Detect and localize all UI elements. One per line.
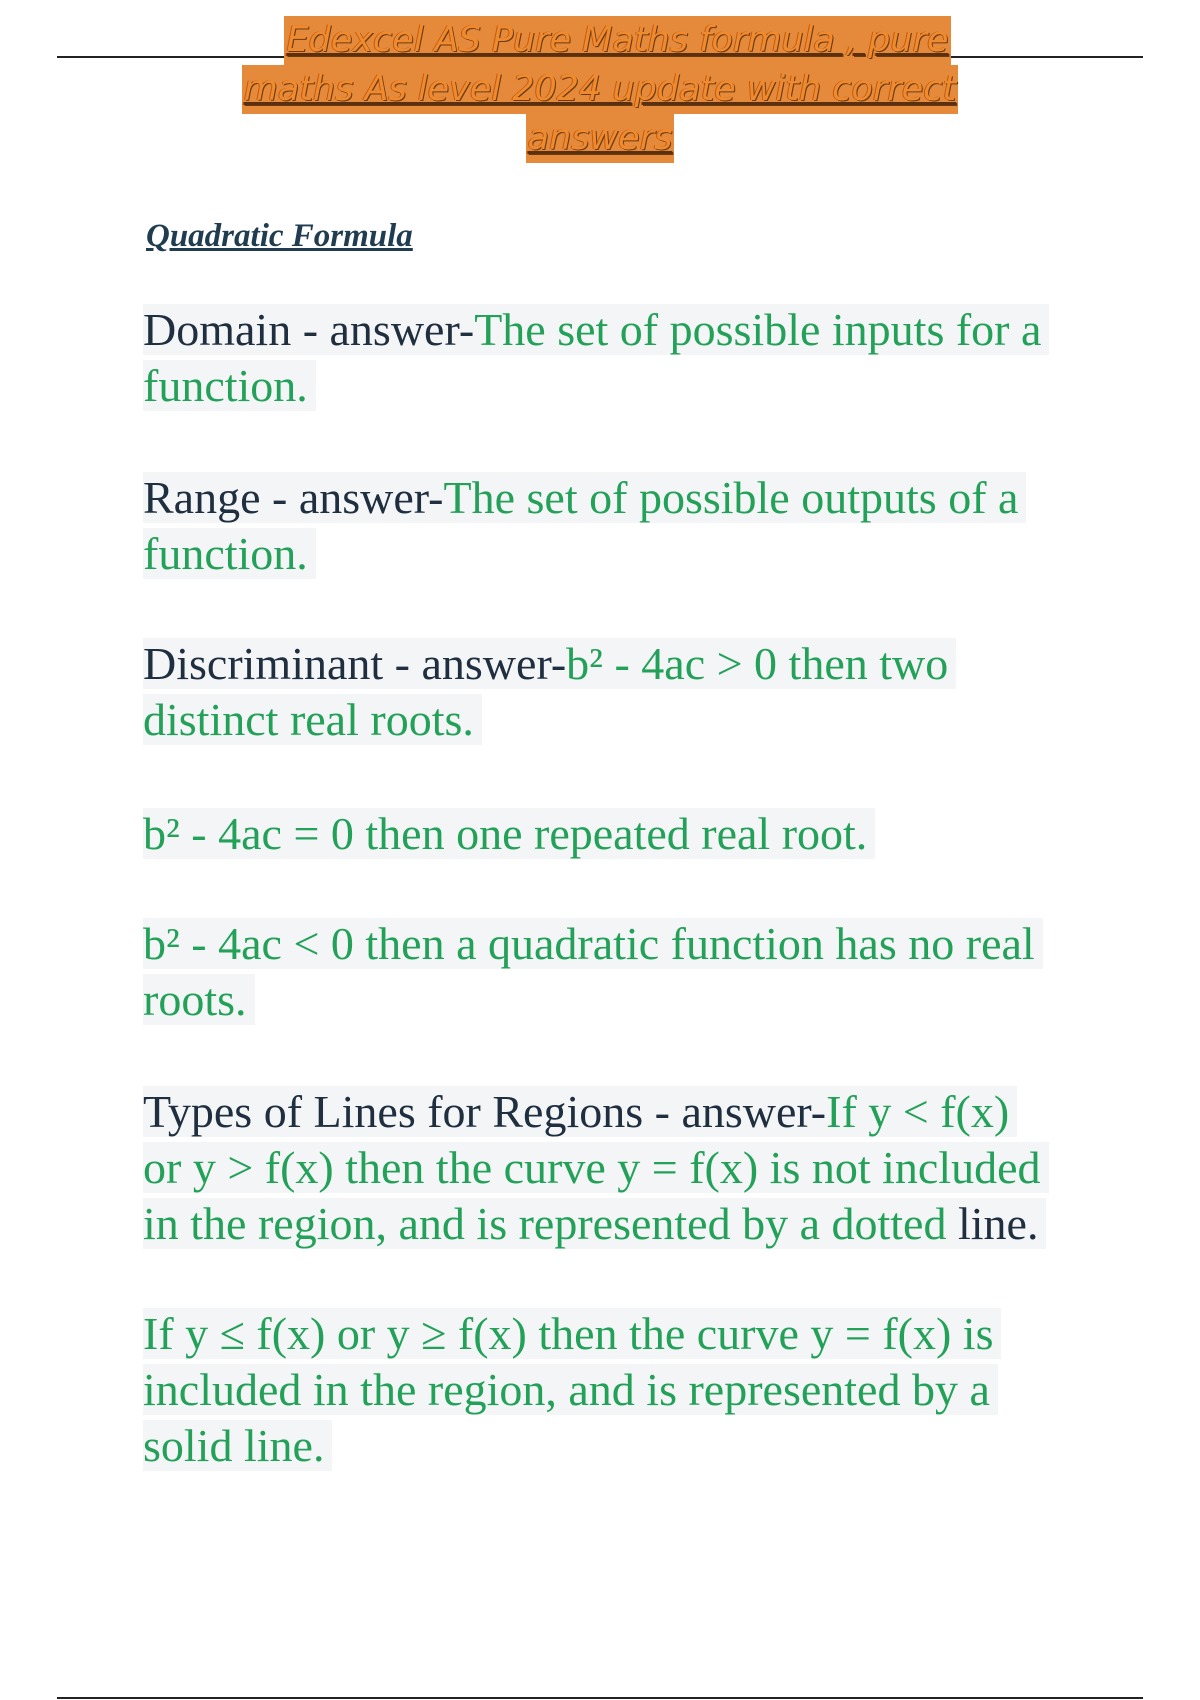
regions-answer-line-3: in the region, and is represented by a dotted <box>143 1198 958 1249</box>
discriminant-zero-line: b² - 4ac = 0 then one repeated real root. <box>143 808 875 859</box>
regions-solid-line-3: solid line. <box>143 1420 332 1471</box>
entry-domain <box>143 302 1049 414</box>
regions-answer-line-1: If y < f(x) <box>826 1086 1010 1137</box>
title-line-3: answers <box>526 114 675 163</box>
discriminant-answer-line-1: b² - 4ac > 0 then two <box>566 638 949 689</box>
entry-discriminant <box>143 636 956 748</box>
range-answer-line-2: function. <box>143 528 316 579</box>
discriminant-negative-line-1: b² - 4ac < 0 then a quadratic function has no real <box>143 918 1043 969</box>
range-answer-line-1: The set of possible outputs of a <box>443 472 1019 523</box>
regions-solid-line-2: included in the region, and is represented by a <box>143 1364 998 1415</box>
discriminant-answer-line-2: distinct real roots. <box>143 694 482 745</box>
regions-solid-line-1: If y ≤ f(x) or y ≥ f(x) then the curve y = f(x) is <box>143 1308 1001 1359</box>
range-term: Range - answer- <box>143 472 444 523</box>
regions-answer-line-3-end: line. <box>957 1198 1039 1249</box>
discriminant-negative-line-2: roots. <box>143 974 255 1025</box>
entry-regions <box>143 1084 1049 1252</box>
regions-answer-line-2: or y > f(x) then the curve y = f(x) is not included <box>143 1142 1049 1193</box>
document-title <box>180 16 1020 163</box>
domain-term: Domain - answer- <box>143 304 475 355</box>
discriminant-term: Discriminant - answer- <box>143 638 567 689</box>
domain-answer-line-2: function. <box>143 360 316 411</box>
entry-discriminant-negative <box>143 916 1043 1028</box>
title-line-2: maths As level 2024 update with correct <box>242 65 958 114</box>
entry-regions-solid <box>143 1306 1001 1474</box>
footer-rule <box>57 1697 1143 1699</box>
domain-answer-line-1: The set of possible inputs for a <box>474 304 1042 355</box>
entry-discriminant-zero <box>143 806 875 862</box>
title-line-1: Edexcel AS Pure Maths formula , pure <box>284 16 950 65</box>
entry-range <box>143 470 1026 582</box>
regions-term: Types of Lines for Regions - answer- <box>143 1086 827 1137</box>
section-heading: Quadratic Formula <box>146 218 413 254</box>
